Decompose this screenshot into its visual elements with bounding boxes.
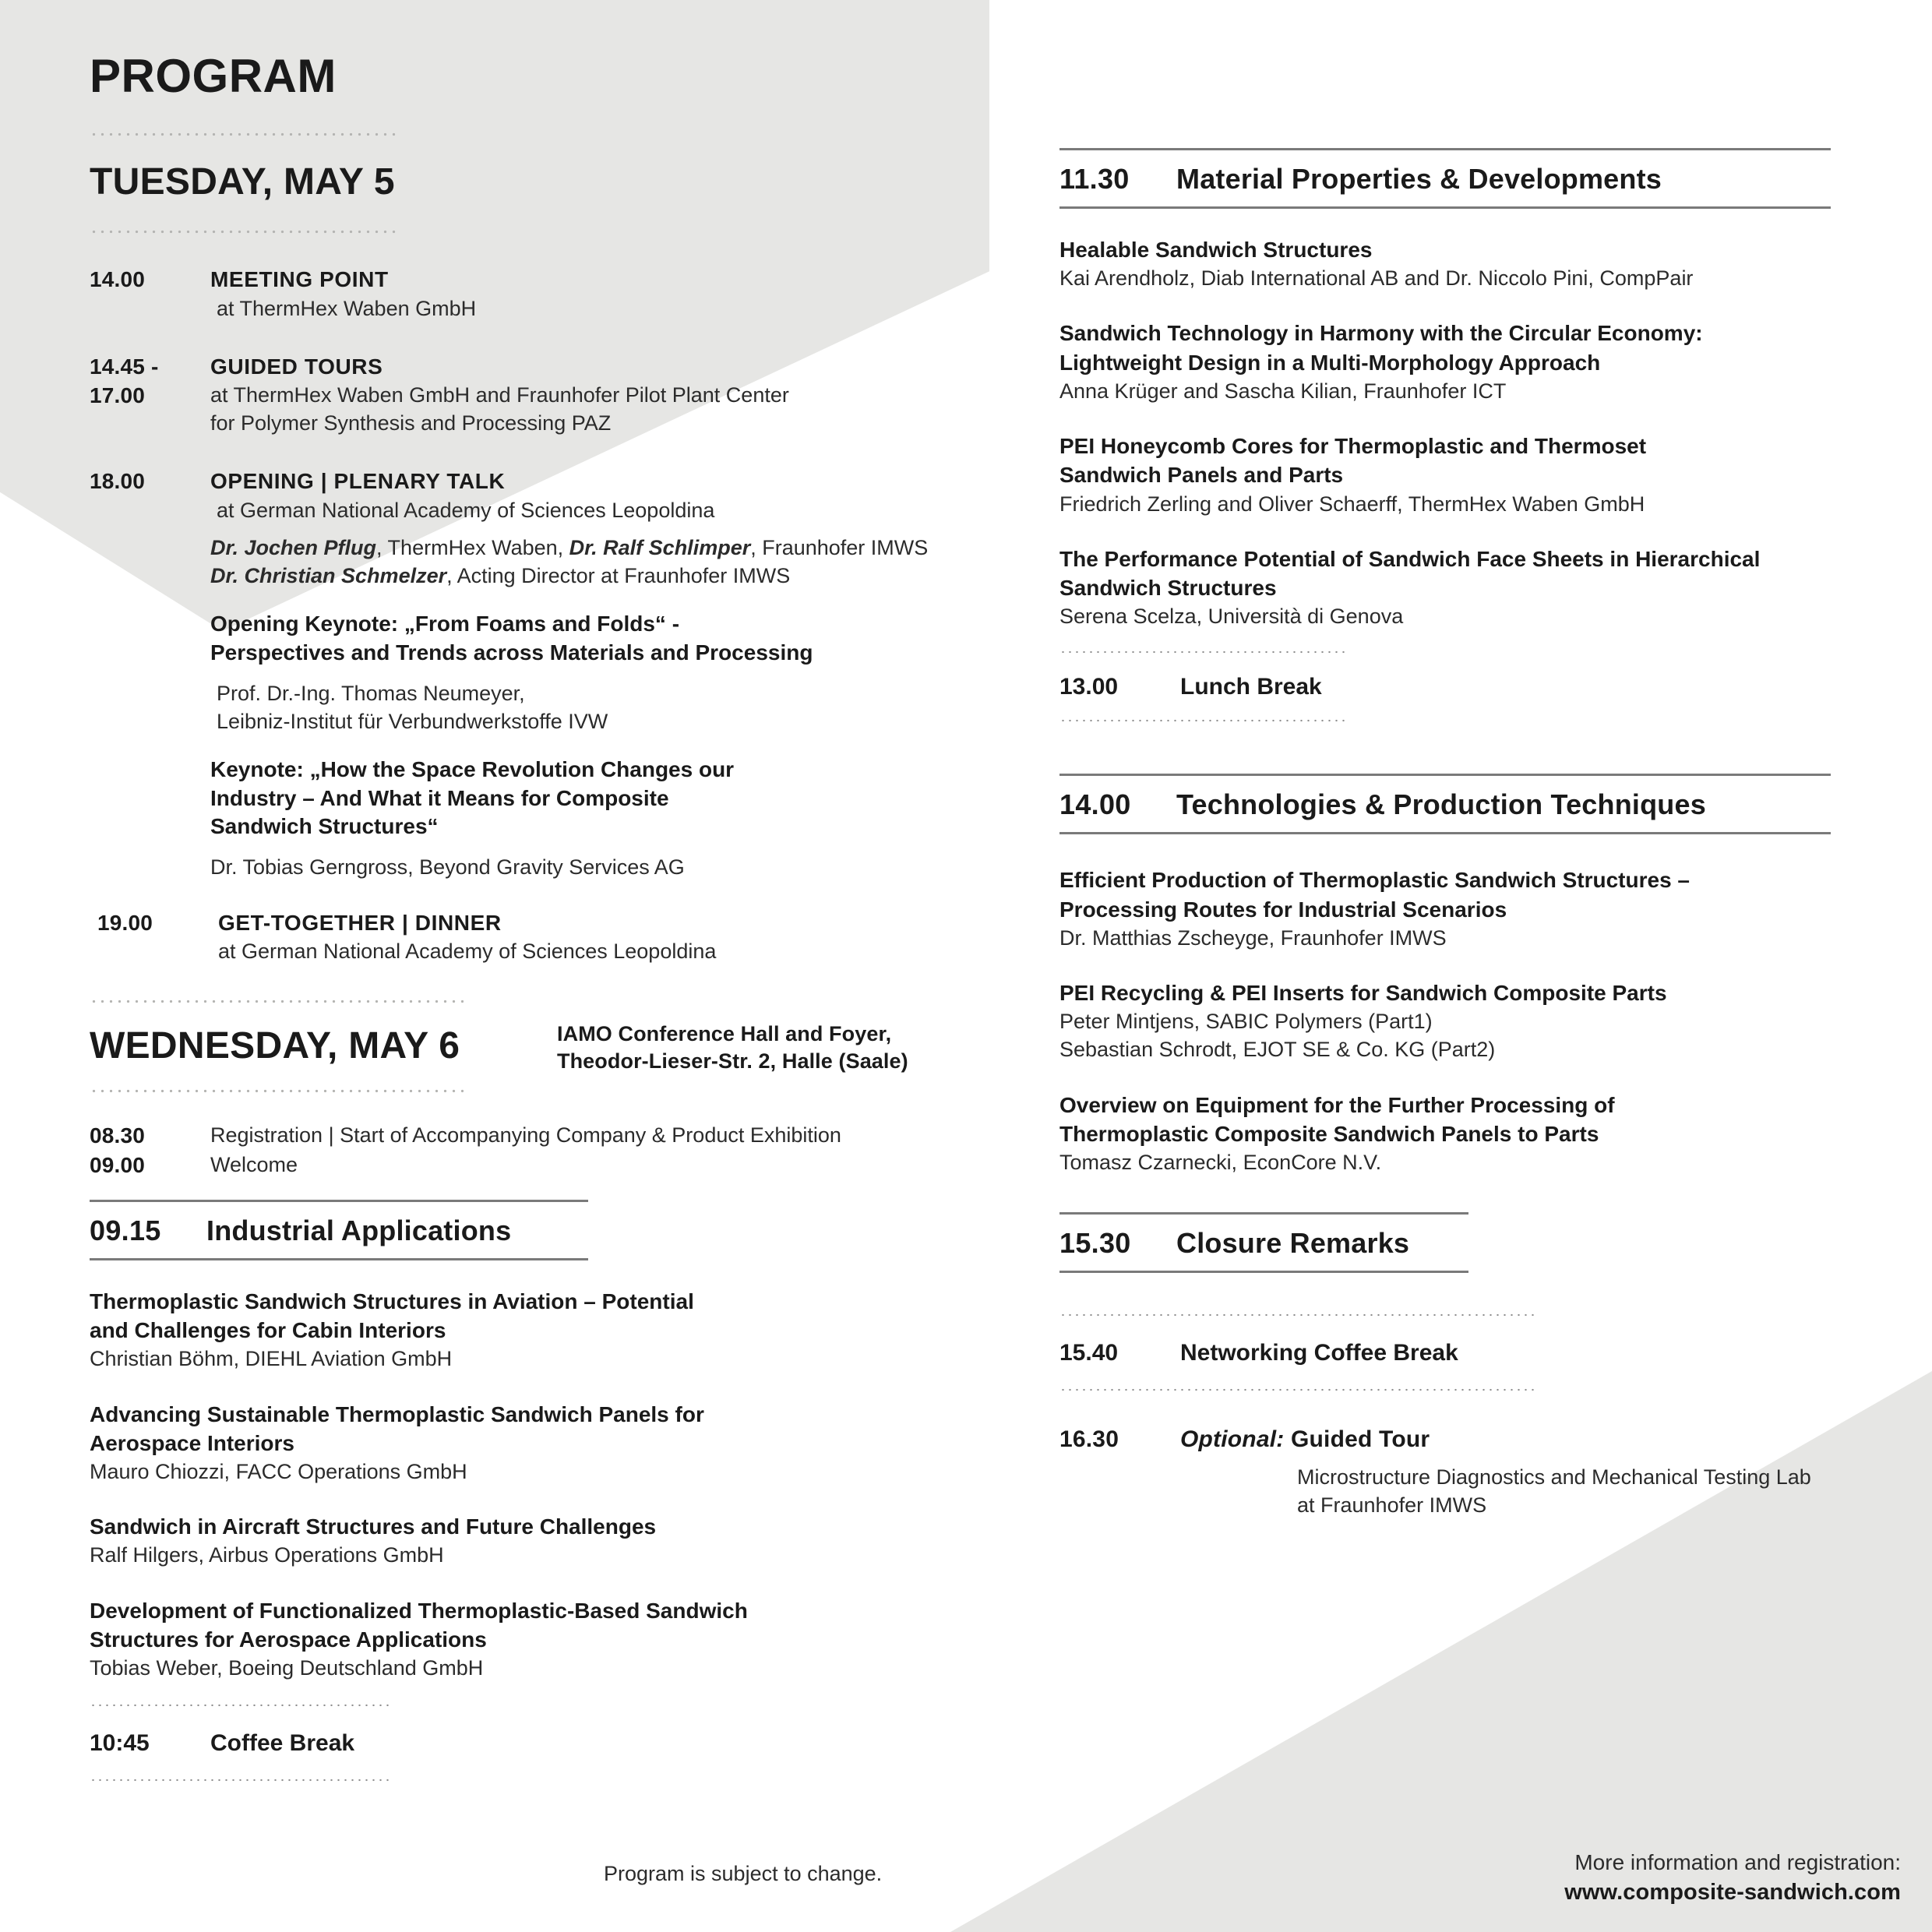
- talk-author: Tobias Weber, Boeing Deutschland GmbH: [90, 1656, 484, 1680]
- break-coffee: [90, 1730, 962, 1757]
- talk-item: [1059, 545, 1831, 631]
- venue-line-2: Theodor-Lieser-Str. 2, Halle (Saale): [557, 1049, 908, 1073]
- more-info-label: More information and registration:: [1574, 1850, 1901, 1874]
- keynote-speaker: Dr. Tobias Gerngross, Beyond Gravity Services AG: [210, 855, 685, 880]
- item-body: [210, 265, 962, 322]
- optional-detail: Microstructure Diagnostics and Mechanical Testing Lab: [1297, 1465, 1811, 1490]
- schedule-item: [90, 1151, 962, 1179]
- optional-detail: at Fraunhofer IMWS: [1297, 1493, 1487, 1518]
- website-link[interactable]: www.composite-sandwich.com: [1564, 1879, 1901, 1905]
- break-time: 10:45: [90, 1730, 150, 1757]
- talk-title: Development of Functionalized Thermoplastic-Based Sandwich: [90, 1598, 748, 1623]
- keynote-block: [210, 610, 962, 735]
- talk-title: Processing Routes for Industrial Scenarios: [1059, 897, 1507, 922]
- day-title-row: [90, 1022, 962, 1073]
- optional-tour-item: [1059, 1424, 1831, 1519]
- talk-title: Sandwich Panels and Parts: [1059, 463, 1344, 488]
- talk-title: Structures for Aerospace Applications: [90, 1627, 487, 1652]
- talk-author: Mauro Chiozzi, FACC Operations GmbH: [90, 1459, 467, 1483]
- keynote-speaker: Leibniz-Institut für Verbundwerkstoffe IVW: [217, 710, 608, 734]
- break-time: 15.40: [1059, 1340, 1119, 1366]
- optional-label: Optional:: [1180, 1426, 1285, 1453]
- page-title: PROGRAM: [90, 50, 337, 102]
- talk-author: Christian Böhm, DIEHL Aviation GmbH: [90, 1347, 453, 1371]
- item-time: 08.30: [90, 1123, 146, 1148]
- item-time: 19.00: [97, 910, 153, 935]
- footer-registration: [1564, 1848, 1901, 1908]
- item-body: [210, 467, 962, 881]
- item-detail: at ThermHex Waben GmbH: [217, 296, 477, 320]
- keynote-title: Opening Keynote: „From Foams and Folds“ -: [210, 612, 680, 636]
- talk-title: Thermoplastic Composite Sandwich Panels to Parts: [1059, 1121, 1599, 1146]
- talk-item: [1059, 1091, 1831, 1177]
- keynote-speaker: Prof. Dr.-Ing. Thomas Neumeyer,: [217, 681, 525, 705]
- item-body: [1180, 1424, 1831, 1519]
- item-time: 09.00: [90, 1152, 146, 1177]
- item-venue: at German National Academy of Sciences Leopoldina: [217, 498, 715, 522]
- item-detail: Registration | Start of Accompanying Company & Product Exhibition: [210, 1123, 841, 1148]
- talk-title: and Challenges for Cabin Interiors: [90, 1318, 446, 1343]
- talk-title: PEI Recycling & PEI Inserts for Sandwich Composite Parts: [1059, 980, 1667, 1005]
- item-detail: Welcome: [210, 1152, 298, 1176]
- keynote-title: Industry – And What it Means for Composite: [210, 785, 669, 810]
- talk-title: Efficient Production of Thermoplastic Sandwich Structures –: [1059, 868, 1690, 893]
- talk-title: Aerospace Interiors: [90, 1430, 294, 1455]
- break-name: Lunch Break: [1180, 674, 1322, 700]
- talk-author: Peter Mintjens, SABIC Polymers (Part1): [1059, 1010, 1433, 1034]
- right-column: [1059, 148, 1831, 1519]
- session-time: 11.30: [1059, 163, 1130, 195]
- venue-info: [557, 1021, 908, 1074]
- divider-dots: [90, 999, 464, 1003]
- divider-dots: [90, 230, 397, 234]
- talk-title: Advancing Sustainable Thermoplastic Sandwich Panels for: [90, 1401, 704, 1426]
- talk-title: PEI Honeycomb Cores for Thermoplastic and Thermoset: [1059, 434, 1647, 459]
- session-name: Closure Remarks: [1176, 1227, 1410, 1260]
- item-time-range: [90, 352, 210, 410]
- divider-dots: [1059, 1313, 1536, 1317]
- divider-dots: [1059, 1388, 1536, 1391]
- chair-name: Dr. Ralf Schlimper: [569, 535, 751, 559]
- optional-title: [1180, 1424, 1831, 1455]
- divider-dots: [90, 1704, 393, 1707]
- divider-dots: [1059, 650, 1346, 654]
- talk-item: [1059, 866, 1831, 952]
- session-header-industrial-applications: [90, 1200, 588, 1260]
- divider-dots: [90, 132, 397, 136]
- item-time-start: 14.45 -: [90, 354, 159, 379]
- session-name: Material Properties & Developments: [1176, 163, 1662, 195]
- talk-author: Sebastian Schrodt, EJOT SE & Co. KG (Part2): [1059, 1038, 1496, 1062]
- divider-dots: [90, 1779, 393, 1782]
- item-time: 18.00: [90, 469, 146, 494]
- schedule-item: [90, 908, 962, 965]
- session-time: 09.15: [90, 1214, 161, 1246]
- day-title-wednesday: WEDNESDAY, MAY 6: [90, 1025, 460, 1066]
- venue-line-1: IAMO Conference Hall and Foyer,: [557, 1022, 892, 1045]
- keynote-title: Perspectives and Trends across Materials and Processing: [210, 640, 813, 665]
- item-time: 14.00: [90, 267, 146, 292]
- item-detail: at ThermHex Waben GmbH and Fraunhofer Pilot Plant Center: [210, 383, 789, 407]
- item-body: [218, 908, 962, 965]
- talk-author: Dr. Matthias Zscheyge, Fraunhofer IMWS: [1059, 925, 1447, 950]
- keynote-title: Sandwich Structures“: [210, 814, 439, 839]
- session-header-material-properties: [1059, 148, 1831, 209]
- session-time: 14.00: [1059, 788, 1131, 821]
- schedule-item: [90, 467, 962, 881]
- talk-title: Sandwich in Aircraft Structures and Future Challenges: [90, 1514, 657, 1539]
- chair-line: [210, 534, 962, 562]
- talk-author: Kai Arendholz, Diab International AB and Dr. Niccolo Pini, CompPair: [1059, 266, 1694, 291]
- chair-name: Dr. Jochen Pflug: [210, 535, 377, 559]
- item-body: [210, 352, 962, 438]
- item-title: GUIDED TOURS: [210, 354, 383, 379]
- session-header-technologies: [1059, 774, 1831, 834]
- divider-dots: [90, 1089, 464, 1093]
- talk-author: Anna Krüger and Sascha Kilian, Fraunhofer ICT: [1059, 379, 1507, 403]
- talk-item: [1059, 235, 1831, 292]
- break-name: Networking Coffee Break: [1180, 1340, 1458, 1366]
- talk-item: [1059, 432, 1831, 518]
- item-title: MEETING POINT: [210, 267, 389, 292]
- talk-item: [1059, 319, 1831, 405]
- chair-affiliation: , ThermHex Waben,: [376, 535, 569, 559]
- break-lunch: [1059, 674, 1831, 700]
- chair-line: [210, 562, 962, 590]
- talk-item: [90, 1596, 962, 1683]
- break-networking: [1059, 1340, 1831, 1366]
- talk-title: Thermoplastic Sandwich Structures in Aviation – Potential: [90, 1289, 694, 1313]
- talk-title: Lightweight Design in a Multi-Morphology Approach: [1059, 350, 1601, 375]
- schedule-item: [90, 265, 962, 322]
- footer-note: Program is subject to change.: [604, 1862, 883, 1885]
- optional-name: Guided Tour: [1284, 1426, 1430, 1453]
- talk-item: [90, 1287, 962, 1373]
- divider-dots: [1059, 719, 1346, 722]
- item-detail: at German National Academy of Sciences Leopoldina: [218, 939, 717, 963]
- talk-item: [90, 1400, 962, 1486]
- day-title-tuesday: TUESDAY, MAY 5: [90, 161, 395, 203]
- schedule-item: [90, 352, 962, 438]
- chair-affiliation: , Fraunhofer IMWS: [750, 535, 929, 559]
- chair-affiliation: , Acting Director at Fraunhofer IMWS: [446, 563, 791, 587]
- talk-author: Friedrich Zerling and Oliver Schaerff, ThermHex Waben GmbH: [1059, 492, 1645, 516]
- session-name: Technologies & Production Techniques: [1176, 788, 1706, 821]
- item-title: GET-TOGETHER | DINNER: [218, 910, 502, 935]
- talk-author: Serena Scelza, Università di Genova: [1059, 605, 1404, 629]
- item-time-end: 17.00: [90, 383, 146, 408]
- talk-title: Sandwich Technology in Harmony with the Circular Economy:: [1059, 321, 1703, 346]
- break-time: 13.00: [1059, 674, 1119, 700]
- keynote-block: [210, 756, 962, 881]
- talk-author: Tomasz Czarnecki, EconCore N.V.: [1059, 1151, 1382, 1175]
- talk-item: [90, 1512, 962, 1569]
- item-title: OPENING | PLENARY TALK: [210, 469, 506, 494]
- session-header-closure: [1059, 1212, 1468, 1273]
- break-name: Coffee Break: [210, 1730, 355, 1757]
- session-time: 15.30: [1059, 1227, 1131, 1260]
- session-name: Industrial Applications: [206, 1214, 512, 1246]
- talk-title: Healable Sandwich Structures: [1059, 238, 1373, 262]
- talk-title: The Performance Potential of Sandwich Face Sheets in Hierarchical: [1059, 546, 1761, 571]
- item-detail: for Polymer Synthesis and Processing PAZ: [210, 411, 612, 435]
- schedule-item: [90, 1121, 962, 1150]
- talk-title: Overview on Equipment for the Further Processing of: [1059, 1092, 1615, 1117]
- item-time: 16.30: [1059, 1426, 1119, 1453]
- talk-author: Ralf Hilgers, Airbus Operations GmbH: [90, 1543, 444, 1567]
- talk-title: Sandwich Structures: [1059, 575, 1277, 600]
- keynote-title: Keynote: „How the Space Revolution Changes our: [210, 757, 735, 782]
- talk-item: [1059, 978, 1831, 1064]
- chair-name: Dr. Christian Schmelzer: [210, 563, 447, 587]
- left-column: [90, 50, 962, 1782]
